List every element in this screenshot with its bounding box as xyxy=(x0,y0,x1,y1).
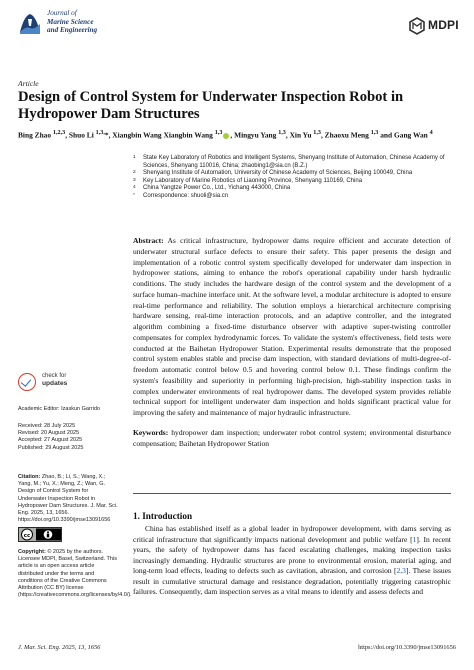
publisher-name: MDPI xyxy=(428,18,459,32)
author-affil: 1,3 xyxy=(370,130,379,136)
mdpi-logo-icon xyxy=(408,17,426,35)
author-affil: 1,3, xyxy=(95,130,105,136)
reference-link[interactable]: 1 xyxy=(412,534,417,544)
orcid-icon[interactable] xyxy=(223,133,229,139)
academic-editor: Academic Editor: Izaskun Garrido xyxy=(18,406,100,412)
correspondence: * Correspondence: shuoli@sia.cn xyxy=(133,192,229,199)
affiliation: 4 China Yangtze Power Co., Ltd., Yichang 443000, China xyxy=(133,185,291,192)
check-updates-icon xyxy=(18,373,36,391)
article-type: Article xyxy=(18,79,39,88)
author-affil: 1,3 xyxy=(214,130,223,136)
section-heading: 1. Introduction xyxy=(133,511,193,521)
journal-name xyxy=(47,9,167,35)
abstract xyxy=(133,236,451,419)
author-text: Bing Zhao xyxy=(18,130,53,140)
journal-line-3: and Engineering xyxy=(47,26,98,35)
svg-text:cc: cc xyxy=(23,533,31,539)
author-text: , Shuo Li xyxy=(65,130,96,140)
footer-citation: J. Mar. Sci. Eng. 2025, 13, 1656 xyxy=(18,644,101,651)
keywords-label: Keywords: xyxy=(133,428,169,437)
author-text: and Gang Wan xyxy=(378,130,430,140)
keywords xyxy=(133,428,451,449)
published-date: Published: 29 August 2025 xyxy=(18,444,84,451)
keywords-text: hydropower dam inspection; underwater robot control system; environmental disturbance compensation; Baihetan Hydropower Station xyxy=(133,428,451,448)
journal-line-1: Journal of xyxy=(47,9,77,17)
check-for-updates-button[interactable] xyxy=(18,371,98,395)
author-list xyxy=(18,128,458,140)
abstract-text: As critical infrastructure, hydropower dams require efficient and accurate detection of underwater structural surface defects to ensure their safety. This paper presents the design and implementation of a robotic control system specifically developed for underwater dam inspection in hydropower stations, aiming to enhance the robot's operational capability under harsh hydraulic conditions. The study includes the hardware design of the control system and the development of a surface human–machine interface unit. At the software level, a modular architecture is adopted to ensure real-time performance and reliability. The solution employs a hierarchical architecture comprising hardware sensing, real-time interaction protocols, and an adaptive controller, and the integrated algorithm combining a fixed-time disturbance observer with adaptive super-twisting controller compensates for complex hydrodynamic forces. To validate the system's effectiveness, field tests were conducted at the Baihetan Hydropower Station. Experimental results demonstrate that the proposed control system enables stable and precise dam inspection, with standard deviations of multi-degree-of-freedom automatic control below 0.5 and hovering control below 0.1. These findings confirm the system's feasibility and superiority in performing high-precision, high-stability inspection tasks in complex underwater environments of real hydropower dams. The developed system provides reliable technical support for intelligent underwater dam inspection and holds significant practical value for improving the safety and maintenance of major hydraulic infrastructure. xyxy=(133,236,451,417)
footer-doi-link[interactable]: https://doi.org/10.3390/jmse13091656 xyxy=(358,644,456,651)
cc-license-icon[interactable] xyxy=(18,527,62,542)
journal-logo-icon xyxy=(18,10,42,36)
received-date: Received: 28 July 2025 xyxy=(18,423,76,429)
affiliation: 3 Key Laboratory of Marine Robotics of Liaoning Province, Shenyang 110169, China xyxy=(133,177,363,184)
journal-line-2: Marine Science xyxy=(47,17,94,26)
author-text: Xiangbin Wang xyxy=(163,130,215,140)
check-line-2: updates xyxy=(42,380,68,388)
check-line-1: check for xyxy=(42,373,67,379)
copyright: Copyright: © 2025 by the authors. Licensee MDPI, Basel, Switzerland. This article is an open access article distributed under the terms and conditions of the Creative Commons Attribution (CC BY) license (https://creativecommons.org/licenses/by/4.0/). xyxy=(18,549,132,599)
author-affil: 1,2,3 xyxy=(52,130,66,136)
affiliation: 2 Shenyang Institute of Automation, University of Chinese Academy of Sciences, Beijing 100049, China xyxy=(133,170,413,177)
revised-date: Revised: 20 August 2025 xyxy=(18,430,80,437)
author-text: *, Xiangbin Wang xyxy=(104,130,164,140)
author-affil: 4 xyxy=(429,130,433,136)
publication-dates xyxy=(18,423,118,452)
paper-title: Design of Control System for Underwater Inspection Robot in Hydropower Dam Structures xyxy=(18,89,404,122)
reference-link[interactable]: 2,3 xyxy=(396,566,406,575)
author-text: , Mingyu Yang xyxy=(230,130,279,140)
affiliations xyxy=(133,155,453,201)
author-text: , Zhaoxu Meng xyxy=(320,130,371,140)
introduction-text: China has established itself as a global leader in hydropower development, with dams serving as critical infrastructure that significantly impacts national development and public welfare [1]. In recent years, the safety of hydropower dams has faced escalating challenges, making inspection tasks increasingly demanding. Hydraulic structures are prone to environmental erosion, material aging, and long-term load effects, leading to defects such as cavitation, abrasion, and corrosion [2,3]. These issues result in cumulative structural damage and resistance degradation, potentially triggering catastrophic failures. Consequently, dam inspection serves as a vital means to identify and assess defects and xyxy=(133,524,451,596)
citation: Citation: Zhao, B.; Li, S.; Wang, X.; Yang, M.; Yu, X.; Meng, Z.; Wan, G. Design of Control System for Underwater Inspection Robot in Hydropower Dam Structures. J. Mar. Sci. Eng. 2025, 13, 1656. https://doi.org/10.3390/jmse13091656 xyxy=(18,474,118,524)
accepted-date: Accepted: 27 August 2025 xyxy=(18,437,83,444)
section-divider xyxy=(133,493,451,494)
author-affil: 1,3 xyxy=(278,130,286,136)
author-text: , Xin Yu xyxy=(285,130,314,140)
author-affil: 1,3 xyxy=(313,130,321,136)
affiliation: 1 State Key Laboratory of Robotics and Intelligent Systems, Shenyang Institute of Automation, Chinese Academy of Sciences, Shenyang 110016, China; zhaobing1@sia.cn (B.Z.) xyxy=(133,155,445,169)
publisher-logo xyxy=(408,16,459,36)
abstract-label: Abstract: xyxy=(133,236,164,245)
